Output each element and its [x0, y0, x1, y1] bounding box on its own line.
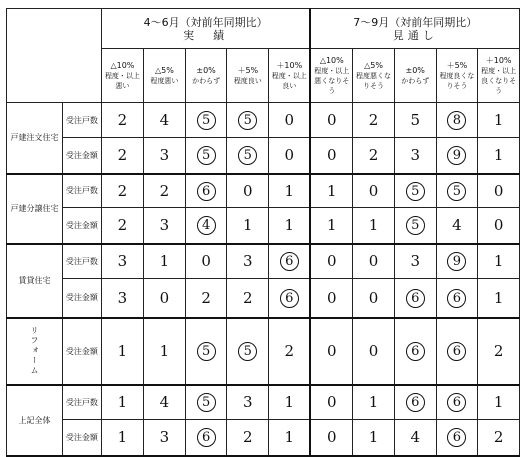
value: 4 — [410, 428, 420, 447]
value-cell — [269, 385, 311, 420]
value: 2 — [368, 146, 379, 165]
value-cell — [269, 420, 311, 456]
value: 2 — [117, 216, 128, 235]
corner-cell — [7, 9, 102, 103]
value-cell — [144, 420, 186, 456]
value-cell — [310, 103, 352, 138]
value: 0 — [327, 428, 337, 447]
value-cell — [436, 208, 478, 244]
value: 0 — [327, 393, 337, 412]
circled-value: 6 — [447, 289, 466, 308]
value-cell — [269, 279, 311, 318]
value-cell — [269, 103, 311, 138]
category-label: 戸建注文住宅 — [7, 103, 63, 174]
circled-value: 4 — [197, 216, 216, 235]
period1-col-header — [144, 49, 186, 103]
value-cell — [227, 208, 269, 244]
table-row — [7, 174, 520, 208]
value-cell — [478, 103, 520, 138]
value-cell — [144, 208, 186, 244]
period1-header — [101, 9, 310, 49]
row-label: 受注金額 — [63, 420, 102, 456]
value-cell — [101, 244, 143, 279]
value: 0 — [159, 288, 170, 307]
circled-value: 6 — [406, 342, 425, 361]
col-header-pct: △10% — [319, 55, 344, 65]
value-cell — [353, 244, 395, 279]
value-cell — [185, 318, 227, 385]
col-header-desc: 程度悪くなりそう — [356, 71, 391, 90]
table-row — [7, 420, 520, 456]
value-cell — [436, 103, 478, 138]
value-cell — [269, 208, 311, 244]
value: 0 — [493, 216, 504, 235]
value-cell — [144, 244, 186, 279]
value: 3 — [410, 146, 420, 165]
col-header-desc: 程度・以上悪くなりそう — [314, 66, 350, 95]
circled-value: 5 — [197, 393, 216, 412]
value-cell — [353, 279, 395, 318]
value-cell — [185, 385, 227, 420]
value: 0 — [368, 288, 379, 307]
value: 3 — [410, 252, 420, 271]
period2-col-header — [478, 49, 520, 103]
value-cell — [185, 208, 227, 244]
table-row — [7, 138, 520, 174]
value-cell — [101, 103, 143, 138]
col-header-desc: 程度良い — [233, 76, 262, 85]
col-header-pct: △5% — [154, 65, 174, 75]
circled-value: 5 — [197, 111, 216, 130]
value-cell — [185, 174, 227, 208]
value-cell — [269, 244, 311, 279]
circled-value: 5 — [238, 342, 257, 361]
value-cell — [227, 138, 269, 174]
value: 1 — [243, 216, 253, 235]
value-cell — [269, 138, 311, 174]
period1-col-header — [227, 49, 269, 103]
value: 1 — [493, 146, 504, 165]
value: 1 — [284, 393, 295, 412]
value-cell — [436, 174, 478, 208]
col-header-pct: △10% — [110, 60, 135, 70]
value: 5 — [410, 111, 420, 129]
value-cell — [310, 138, 352, 174]
category-label: 上記全体 — [7, 385, 63, 456]
value-cell — [394, 208, 436, 244]
circled-value: 6 — [447, 342, 466, 361]
value: 0 — [327, 342, 337, 360]
value: 1 — [117, 428, 128, 447]
value: 2 — [243, 428, 253, 447]
circled-value: 5 — [238, 146, 257, 165]
value-cell — [227, 385, 269, 420]
value-cell — [478, 244, 520, 279]
value-cell — [394, 244, 436, 279]
category-label: リフォーム — [7, 318, 63, 385]
value-cell — [478, 208, 520, 244]
circled-value: 5 — [447, 182, 466, 201]
value-cell — [101, 420, 143, 456]
period1-col-header — [101, 49, 143, 103]
col-header-desc: 程度良くなりそう — [439, 71, 475, 90]
value: 1 — [493, 111, 504, 129]
col-header-desc: 程度・以上良い — [271, 71, 307, 90]
circled-value: 9 — [447, 252, 466, 271]
value: 1 — [284, 428, 295, 447]
value-cell — [269, 174, 311, 208]
value: 1 — [493, 288, 504, 307]
value: 1 — [284, 216, 295, 235]
value-cell — [310, 385, 352, 420]
period1-col-header — [185, 49, 227, 103]
value: 2 — [243, 288, 253, 307]
value: 0 — [327, 288, 337, 307]
value: 3 — [159, 146, 170, 165]
row-label: 受注金額 — [63, 318, 102, 385]
circled-value: 6 — [197, 428, 216, 447]
col-header-pct: △5% — [364, 60, 383, 70]
value-cell — [394, 385, 436, 420]
value-cell — [436, 420, 478, 456]
value-cell — [436, 318, 478, 385]
value-cell — [436, 138, 478, 174]
value-cell — [394, 103, 436, 138]
value-cell — [478, 174, 520, 208]
value: 1 — [327, 216, 337, 235]
value-cell — [353, 174, 395, 208]
value-cell — [394, 138, 436, 174]
value: 1 — [159, 252, 170, 271]
value-cell — [144, 174, 186, 208]
value-cell — [269, 318, 311, 385]
category-label: 戸建分譲住宅 — [7, 174, 63, 244]
col-header-pct: ＋10% — [276, 60, 303, 70]
value: 0 — [493, 181, 504, 200]
col-header-pct: ±0% — [196, 65, 216, 75]
row-label: 受注金額 — [63, 279, 102, 318]
value-cell — [227, 318, 269, 385]
value: 0 — [368, 342, 379, 360]
col-header-pct: ±0% — [405, 65, 425, 75]
row-label: 受注金額 — [63, 138, 102, 174]
value: 1 — [159, 342, 170, 360]
value-cell — [101, 174, 143, 208]
value: 2 — [117, 111, 128, 129]
value-cell — [394, 279, 436, 318]
value-cell — [101, 318, 143, 385]
value-cell — [227, 244, 269, 279]
value-cell — [478, 318, 520, 385]
circled-value: 5 — [406, 182, 425, 201]
value-cell — [394, 318, 436, 385]
category-label: 賃貸住宅 — [7, 244, 63, 318]
value: 2 — [159, 181, 170, 200]
col-header-pct: ＋5% — [237, 65, 259, 75]
value-cell — [310, 279, 352, 318]
value: 2 — [117, 146, 128, 165]
value: 0 — [327, 252, 337, 271]
value-cell — [353, 318, 395, 385]
value-cell — [478, 385, 520, 420]
value: 3 — [243, 252, 253, 271]
period2-col-header — [436, 49, 478, 103]
circled-value: 5 — [238, 111, 257, 130]
value-cell — [144, 318, 186, 385]
circled-value: 6 — [406, 393, 425, 412]
col-header-pct: ＋10% — [485, 55, 512, 65]
value: 2 — [201, 288, 211, 307]
table-row — [7, 318, 520, 385]
value: 2 — [368, 111, 379, 129]
value: 3 — [117, 288, 128, 307]
value-cell — [310, 174, 352, 208]
value-cell — [144, 279, 186, 318]
table-row — [7, 244, 520, 279]
table-body — [7, 9, 520, 456]
value-cell — [227, 420, 269, 456]
value-cell — [353, 385, 395, 420]
value: 1 — [493, 393, 504, 412]
circled-value: 6 — [197, 182, 216, 201]
value: 0 — [284, 111, 295, 129]
value-cell — [436, 279, 478, 318]
value-cell — [310, 208, 352, 244]
table-row — [7, 279, 520, 318]
circled-value: 9 — [447, 146, 466, 165]
col-header-pct: ＋5% — [446, 60, 468, 70]
table-row — [7, 103, 520, 138]
value-cell — [144, 138, 186, 174]
value-cell — [310, 244, 352, 279]
row-label: 受注戸数 — [63, 385, 102, 420]
period2-header — [310, 9, 519, 49]
value-cell — [478, 138, 520, 174]
value: 1 — [117, 393, 128, 412]
value: 0 — [243, 181, 253, 200]
value: 2 — [493, 342, 504, 360]
value-cell — [353, 420, 395, 456]
col-header-desc: かわらず — [192, 76, 221, 85]
value: 1 — [368, 393, 379, 412]
survey-table — [6, 8, 520, 457]
value-cell — [310, 420, 352, 456]
value-cell — [478, 420, 520, 456]
value-cell — [353, 103, 395, 138]
value-cell — [144, 103, 186, 138]
value-cell — [394, 420, 436, 456]
value-cell — [353, 138, 395, 174]
value-cell — [353, 208, 395, 244]
period1-label: 実 績 — [183, 28, 229, 42]
row-label: 受注戸数 — [63, 244, 102, 279]
period-header-row — [7, 9, 520, 49]
value: 3 — [117, 252, 128, 271]
value: 0 — [284, 146, 295, 165]
col-header-desc: 程度悪い — [150, 76, 179, 85]
value-cell — [394, 174, 436, 208]
col-header-desc: 程度・以上悪い — [104, 71, 140, 90]
table-row — [7, 385, 520, 420]
value-cell — [101, 138, 143, 174]
value-cell — [185, 103, 227, 138]
circled-value: 5 — [197, 146, 216, 165]
period2-col-header — [353, 49, 395, 103]
value: 0 — [327, 146, 337, 165]
col-header-desc: 程度・以上良くなりそう — [481, 66, 517, 95]
circled-value: 6 — [406, 289, 425, 308]
row-label: 受注戸数 — [63, 174, 102, 208]
value: 1 — [368, 428, 379, 447]
value: 4 — [159, 111, 170, 129]
circled-value: 6 — [447, 428, 466, 447]
value: 2 — [284, 342, 295, 360]
value-cell — [101, 208, 143, 244]
value: 0 — [368, 181, 379, 200]
value: 4 — [452, 216, 462, 235]
value-cell — [227, 174, 269, 208]
value: 0 — [201, 252, 211, 271]
value: 1 — [327, 181, 337, 200]
period1-range: 4〜6月（対前年同期比） — [143, 15, 268, 29]
row-label: 受注金額 — [63, 208, 102, 244]
value-cell — [478, 279, 520, 318]
circled-value: 6 — [280, 252, 299, 271]
period2-range: 7〜9月（対前年同期比） — [353, 15, 478, 29]
period1-col-header — [269, 49, 311, 103]
value: 1 — [117, 342, 128, 360]
circled-value: 6 — [280, 289, 299, 308]
value: 3 — [159, 428, 170, 447]
value: 1 — [368, 216, 379, 235]
circled-value: 8 — [447, 111, 466, 130]
value: 1 — [284, 181, 295, 200]
period2-label: 見通し — [392, 28, 438, 42]
value: 3 — [159, 216, 170, 235]
period2-col-header — [310, 49, 352, 103]
col-header-desc: かわらず — [401, 76, 430, 85]
circled-value: 6 — [447, 393, 466, 412]
value: 1 — [493, 252, 504, 271]
value-cell — [185, 420, 227, 456]
circled-value: 5 — [197, 342, 216, 361]
value-cell — [185, 279, 227, 318]
value-cell — [185, 138, 227, 174]
value-cell — [101, 385, 143, 420]
value: 2 — [117, 181, 128, 200]
value-cell — [436, 385, 478, 420]
value-cell — [144, 385, 186, 420]
value-cell — [227, 279, 269, 318]
value-cell — [227, 103, 269, 138]
value: 0 — [368, 252, 379, 271]
circled-value: 5 — [406, 216, 425, 235]
value-cell — [436, 244, 478, 279]
row-label: 受注戸数 — [63, 103, 102, 138]
period2-col-header — [394, 49, 436, 103]
value: 3 — [243, 393, 253, 412]
value: 2 — [493, 428, 504, 447]
value-cell — [185, 244, 227, 279]
value-cell — [101, 279, 143, 318]
value: 0 — [327, 111, 337, 129]
value: 4 — [159, 393, 170, 412]
table-row — [7, 208, 520, 244]
value-cell — [310, 318, 352, 385]
